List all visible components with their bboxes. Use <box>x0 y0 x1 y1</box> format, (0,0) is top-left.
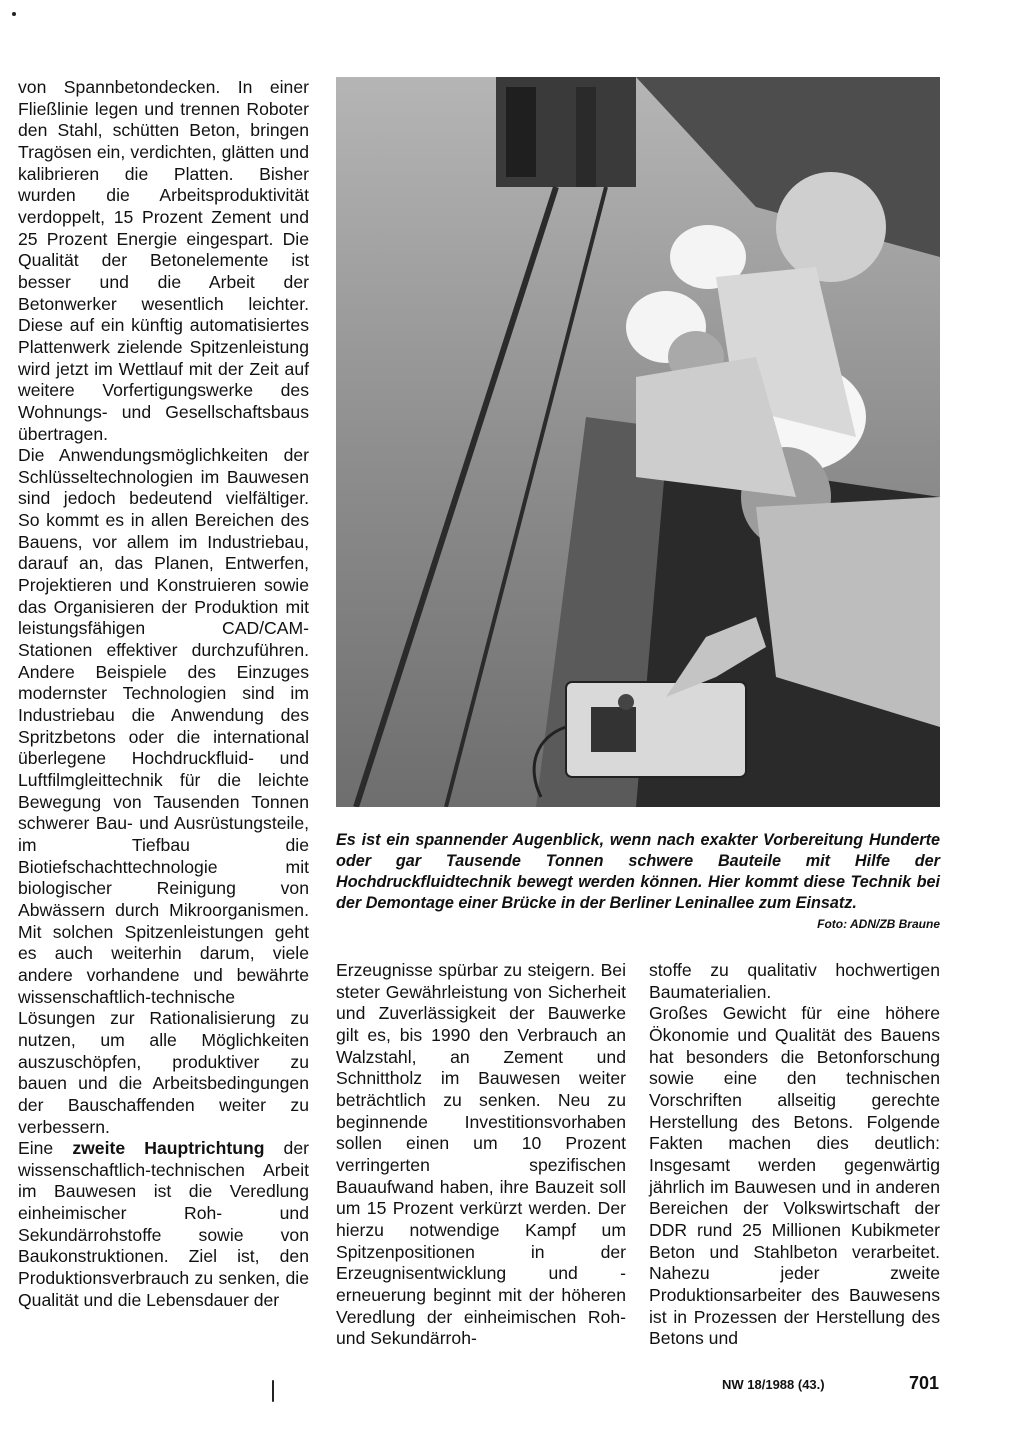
emphasis-zweite-hauptrichtung: zweite Hauptrichtung <box>72 1138 265 1159</box>
scan-speck <box>12 12 16 16</box>
paragraph-3-rest: der wissenschaftlich-technischen Arbeit im Bauwesen ist die Veredlung einheimischer Roh- und Sekundärrohstoffe sowie von Baukonstruktionen. Ziel ist, den Produktionsverbrauch zu senken, die Qualität und die Lebensdauer der <box>18 1138 309 1310</box>
paragraph-2: Die Anwendungsmöglichkeiten der Schlüsseltechnologien im Bauwesen sind jedoch bedeutend vielfältiger. So kommt es in allen Bereichen des Bauens, vor allem im Industriebau, darauf an, das Planen, Entwerfen, Projektieren und Konstruieren sowie das Organisieren der Produktion mit leistungsfähigen CAD/CAM-Stationen effektiver durchzuführen. Andere Beispiele des Einzuges modernster Technologien sind im Industriebau die Anwendung des Spritzbetons oder die international überlegene Hochdruckfluid- und Luftfilmgleittechnik für die leichte Bewegung von Tausenden Tonnen schwerer Bau- und Ausrüstungsteile, im Tiefbau die Biotiefschachttechnologie mit biologischer Reinigung von Abwässern durch Mikroorganismen. Mit solchen Spitzenleistungen geht es auch weiterhin darum, viele andere vorhandene und bewährte wissenschaftlich-technische Lösungen zur Rationalisierung zu nutzen, um alle Möglichkeiten auszuschöpfen, produktiver zu bauen und die Arbeitsbedingungen der Bauschaffenden weiter zu verbessern. <box>18 445 309 1137</box>
photo-caption <box>336 830 940 914</box>
paragraph-right-2: Großes Gewicht für eine höhere Ökonomie und Qualität des Bauens hat besonders die Betonforschung sowie eine den technischen Vorschriften allseitig gerechte Herstellung des Betons. Folgende Fakten machen dies deutlich: Insgesamt werden gegenwärtig jährlich im Bauwesen und in anderen Bereichen der Volkswirtschaft der DDR rund 25 Millionen Kubikmeter Beton und Stahlbeton verarbeitet. Nahezu jeder zweite Produktionsarbeiter des Bauwesens ist in Prozessen der Herstellung des Betons und <box>649 1003 940 1349</box>
article-column-right <box>649 960 940 1350</box>
photo-illustration <box>336 77 940 807</box>
page-number: 701 <box>909 1373 940 1393</box>
photo-credit: Foto: ADN/ZB Braune <box>817 917 940 931</box>
issue-label: NW 18/1988 (43.) <box>722 1377 825 1392</box>
construction-photo <box>336 77 940 807</box>
article-column-left <box>18 77 309 1311</box>
paragraph-3 <box>18 1138 309 1311</box>
paragraph-1: von Spannbetondecken. In einer Fließlinie legen und trennen Roboter den Stahl, schütten Beton, bringen Tragösen ein, verdichten, glätten und kalibrieren die Platten. Bisher wurden die Arbeitsproduktivität verdoppelt, 15 Prozent Zement und 25 Prozent Energie eingespart. Die Qualität der Betonelemente ist besser und die Arbeit der Betonwerker wesentlich leichter. Diese auf ein künftig automatisiertes Plattenwerk zielende Spitzenleistung wird jetzt im Wettlauf mit der Zeit auf weitere Vorfertigungswerke des Wohnungs- und Gesellschaftsbaus übertragen. <box>18 77 309 444</box>
caption-text: Es ist ein spannender Augenblick, wenn nach exakter Vorbereitung Hunderte oder gar Tausende Tonnen schwere Bauteile mit Hilfe der Hochdruckfluidtechnik bewegt werden können. Hier kommt diese Technik bei der Demontage einer Brücke in der Berliner Leninallee zum Einsatz. <box>336 831 940 912</box>
article-column-middle <box>336 960 626 1350</box>
paragraph-right-1: stoffe zu qualitativ hochwertigen Baumaterialien. <box>649 960 940 1002</box>
scan-speck <box>272 1380 274 1402</box>
paragraph-middle: Erzeugnisse spürbar zu steigern. Bei steter Gewährleistung von Sicherheit und Zuverlässigkeit der Bauwerke gilt es, bis 1990 den Verbrauch an Walzstahl, an Zement und Schnittholz im Bauwesen weiter beträchtlich zu senken. Neu zu beginnende Investitionsvorhaben sollen einen um 10 Prozent verringerten spezifischen Bauaufwand haben, ihre Bauzeit soll um 15 Prozent verkürzt werden. Der hierzu notwendige Kampf um Spitzenpositionen in der Erzeugnisentwicklung und -erneuerung beginnt mit der höheren Veredlung der einheimischen Roh- und Sekundärroh- <box>336 960 626 1349</box>
paragraph-3-start: Eine <box>18 1138 73 1159</box>
